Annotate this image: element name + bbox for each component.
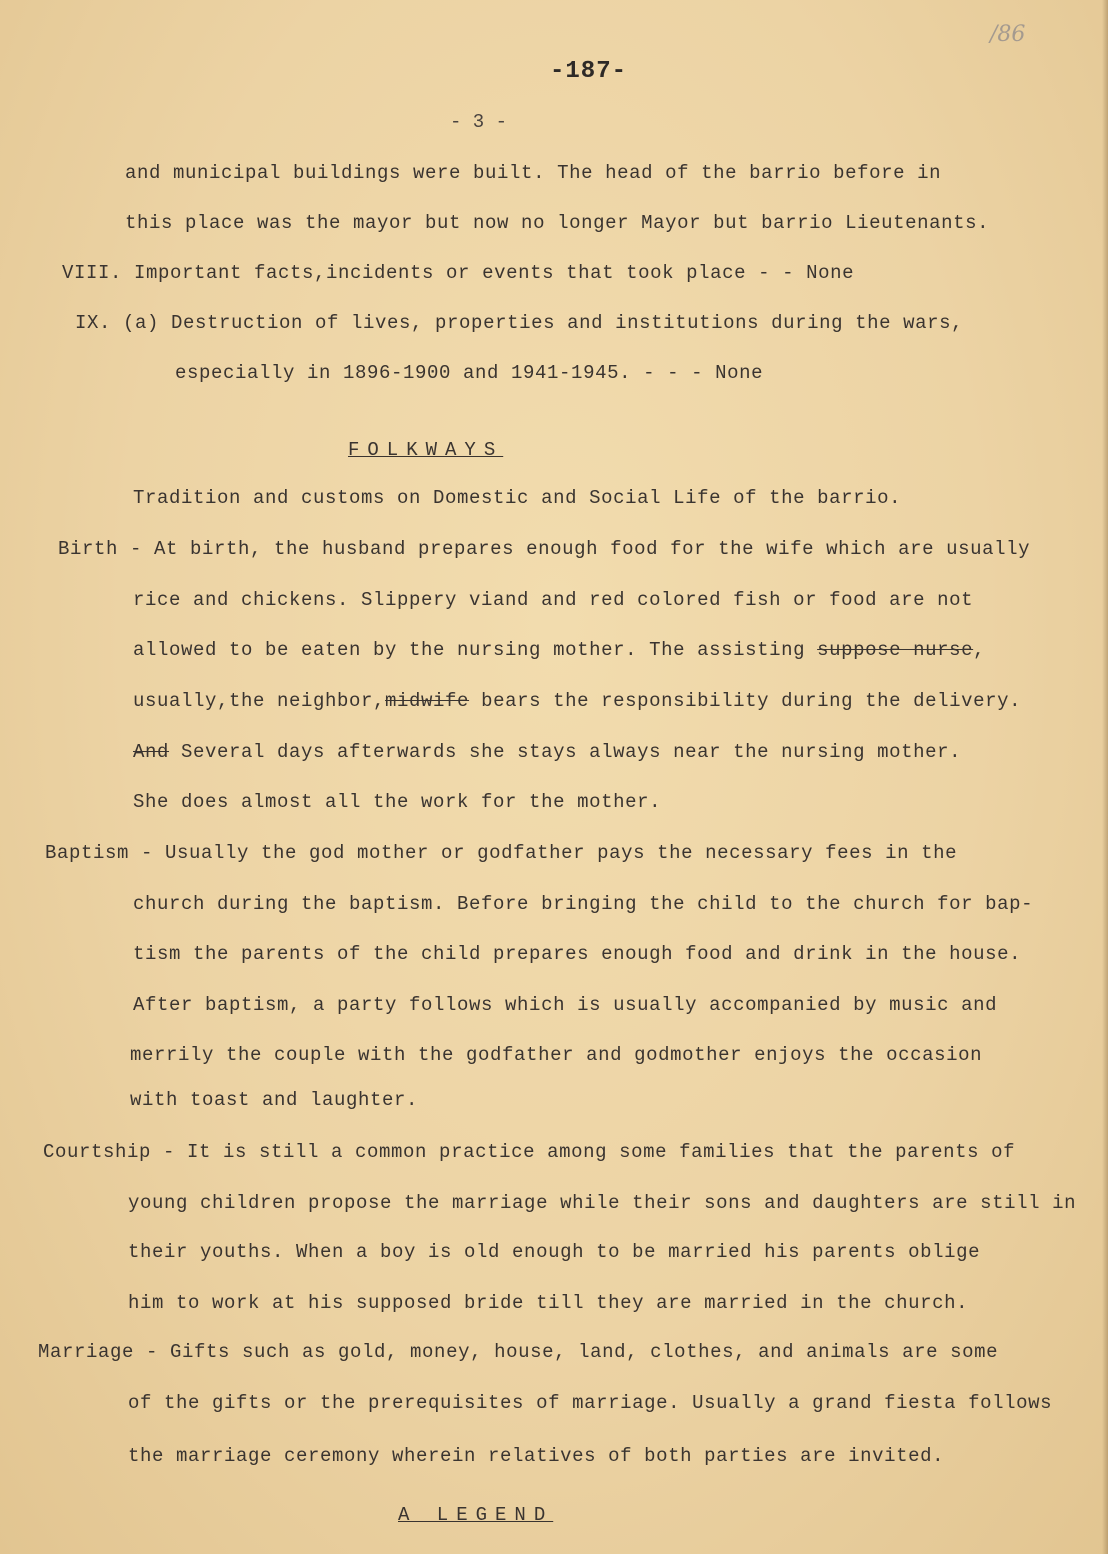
birth-paragraph-line-4 [133,689,1021,713]
birth-paragraph-line-2: rice and chickens. Slippery viand and red colored fish or food are not [133,589,974,611]
section-ix: IX. (a) Destruction of lives, properties and institutions during the wars, [75,312,964,334]
marriage-paragraph-line-2: of the gifts or the prerequisites of marriage. Usually a grand fiesta follows [128,1392,1053,1414]
baptism-paragraph-line-6: with toast and laughter. [130,1089,419,1111]
text-line-traditions: Tradition and customs on Domestic and Social Life of the barrio. [133,487,902,509]
marriage-paragraph-line-1: Marriage - Gifts such as gold, money, house, land, clothes, and animals are some [38,1341,999,1363]
baptism-paragraph-line-1: Baptism - Usually the god mother or godfather pays the necessary fees in the [45,842,958,864]
folkways-heading: FOLKWAYS [348,439,504,461]
courtship-paragraph-line-3: their youths. When a boy is old enough to be married his parents oblige [128,1241,981,1263]
courtship-paragraph-line-2: young children propose the marriage while their sons and daughters are still in [128,1192,1077,1214]
marriage-paragraph-line-3: the marriage ceremony wherein relatives of both parties are invited. [128,1445,945,1467]
sub-page-number: - 3 - [450,111,508,133]
legend-heading: A LEGEND [398,1504,554,1526]
page-number: -187- [550,58,628,85]
birth-paragraph-line-1: Birth - At birth, the husband prepares enough food for the wife which are usually [58,538,1031,560]
section-viii: VIII. Important facts,incidents or events that took place - - None [62,262,855,284]
birth-line-4-text: usually,the neighbor, [133,690,386,712]
baptism-paragraph-line-2: church during the baptism. Before bringing the child to the church for bap- [133,893,1034,915]
birth-line-3-text: allowed to be eaten by the nursing mother. The assisting [133,639,818,661]
page-edge-shadow [1102,0,1108,1554]
courtship-paragraph-line-4: him to work at his supposed bride till they are married in the church. [128,1292,969,1314]
baptism-paragraph-line-5: merrily the couple with the godfather and godmother enjoys the occasion [130,1044,983,1066]
text-line-1: and municipal buildings were built. The head of the barrio before in [125,162,942,184]
strikethrough-text: And [133,741,170,763]
courtship-paragraph-line-1: Courtship - It is still a common practice among some families that the parents of [43,1141,1016,1163]
strikethrough-text: midwife [385,690,470,712]
birth-line-5-text: Several days afterwards she stays always near the nursing mother. [169,741,962,763]
text-line-2: this place was the mayor but now no longer Mayor but barrio Lieutenants. [125,212,990,234]
birth-line-4-end: bears the responsibility during the delivery. [469,690,1022,712]
strikethrough-text: suppose nurse [817,639,974,661]
section-ix-continued: especially in 1896-1900 and 1941-1945. - - - None [175,362,764,384]
baptism-paragraph-line-3: tism the parents of the child prepares enough food and drink in the house. [133,943,1022,965]
birth-paragraph-line-5 [133,740,961,764]
pencil-page-mark: /86 [990,22,1026,47]
baptism-paragraph-line-4: After baptism, a party follows which is usually accompanied by music and [133,994,998,1016]
birth-paragraph-line-3 [133,638,985,662]
birth-line-3-end: , [973,639,986,661]
birth-paragraph-line-6: She does almost all the work for the mother. [133,791,662,813]
